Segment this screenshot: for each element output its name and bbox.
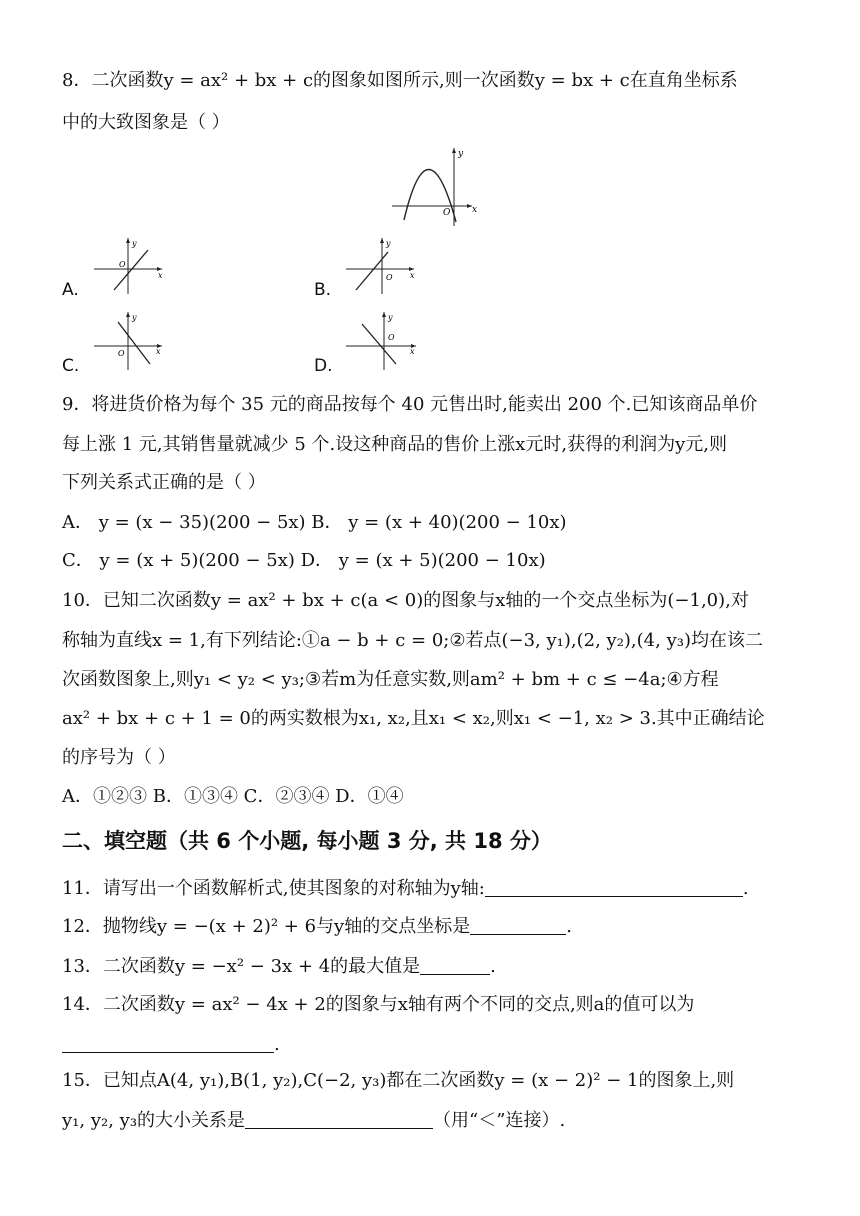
q8-line-1: 8．二次函数y = ax² + bx + c的图象如图所示,则一次函数y = bx + c在直角坐标系 bbox=[62, 70, 738, 91]
svg-text:x: x bbox=[410, 347, 415, 356]
q12-answer-blank[interactable] bbox=[470, 916, 566, 935]
q11-answer-blank[interactable] bbox=[485, 878, 743, 897]
q11-line: 11．请写出一个函数解析式,使其图象的对称轴为y轴: . bbox=[62, 878, 749, 899]
q11-text: 11．请写出一个函数解析式,使其图象的对称轴为y轴: bbox=[62, 878, 485, 899]
q8-option-b-graph[interactable] bbox=[344, 236, 418, 296]
q10-line-3: 次函数图象上,则y₁ < y₂ < y₃;③若m为任意实数,则am² + bm + c ≤ −4a;④方程 bbox=[62, 669, 719, 690]
q8-option-a-label[interactable]: A. bbox=[62, 280, 79, 300]
q15-answer-blank[interactable] bbox=[245, 1110, 433, 1129]
origin-label: O bbox=[443, 208, 451, 218]
q15-text: y₁, y₂, y₃的大小关系是 bbox=[62, 1110, 246, 1131]
q13-answer-blank[interactable] bbox=[420, 956, 490, 975]
svg-text:y: y bbox=[386, 239, 391, 248]
svg-text:y: y bbox=[388, 313, 393, 322]
svg-text:O: O bbox=[388, 333, 395, 342]
q8-option-d-graph[interactable] bbox=[344, 310, 420, 372]
svg-text:x: x bbox=[158, 271, 163, 280]
svg-text:O: O bbox=[119, 260, 126, 269]
svg-text:O: O bbox=[118, 349, 125, 358]
q14-line-2: . bbox=[62, 1032, 280, 1058]
q12-line: 12．抛物线y = −(x + 2)² + 6与y轴的交点坐标是 . bbox=[62, 916, 572, 937]
q10-line-1: 10．已知二次函数y = ax² + bx + c(a < 0)的图象与x轴的一个交点坐标为(−1,0),对 bbox=[62, 590, 749, 611]
q15-line-2: y₁, y₂, y₃的大小关系是 （用“＜”连接）. bbox=[62, 1110, 566, 1131]
q14-answer-blank[interactable] bbox=[62, 1034, 274, 1053]
axis-label-y: y bbox=[458, 149, 464, 159]
q9-options-ab: A． y = (x − 35)(200 − 5x) B． y = (x + 40)(200 − 10x) bbox=[62, 512, 567, 533]
q10-line-5: 的序号为（ ） bbox=[62, 747, 176, 768]
q8-option-c-label[interactable]: C. bbox=[62, 356, 80, 376]
q8-line-2: 中的大致图象是（ ） bbox=[62, 112, 230, 133]
q12-text: 12．抛物线y = −(x + 2)² + 6与y轴的交点坐标是 bbox=[62, 916, 471, 937]
q10-options: A．①②③ B．①③④ C．②③④ D．①④ bbox=[62, 786, 404, 807]
q9-line-3: 下列关系式正确的是（ ） bbox=[62, 472, 266, 493]
q8-option-c-graph[interactable] bbox=[92, 310, 166, 372]
q15-line-1: 15．已知点A(4, y₁),B(1, y₂),C(−2, y₃)都在二次函数y = (x − 2)² − 1的图象上,则 bbox=[62, 1070, 735, 1091]
q8-option-d-label[interactable]: D. bbox=[314, 356, 333, 376]
svg-text:y: y bbox=[132, 313, 137, 322]
q8-parabola-figure bbox=[388, 146, 478, 230]
q14-line-1: 14．二次函数y = ax² − 4x + 2的图象与x轴有两个不同的交点,则a的值可以为 bbox=[62, 994, 695, 1015]
svg-text:x: x bbox=[156, 347, 161, 356]
q9-line-1: 9．将进货价格为每个 35 元的商品按每个 40 元售出时,能卖出 200 个.已知该商品单价 bbox=[62, 394, 758, 415]
q13-line: 13．二次函数y = −x² − 3x + 4的最大值是 . bbox=[62, 956, 496, 977]
svg-text:y: y bbox=[132, 239, 137, 248]
q10-line-2: 称轴为直线x = 1,有下列结论:①a − b + c = 0;②若点(−3, y₁),(2, y₂),(4, y₃)均在该二 bbox=[62, 630, 763, 651]
q9-line-2: 每上涨 1 元,其销售量就减少 5 个.设这种商品的售价上涨x元时,获得的利润为y元,则 bbox=[62, 434, 727, 455]
axis-label-x: x bbox=[472, 205, 478, 215]
q8-option-a-graph[interactable] bbox=[92, 236, 166, 296]
section-2-heading: 二、填空题（共 6 个小题, 每小题 3 分, 共 18 分） bbox=[62, 829, 552, 853]
q9-options-cd: C． y = (x + 5)(200 − 5x) D． y = (x + 5)(200 − 10x) bbox=[62, 550, 546, 571]
q8-option-b-label[interactable]: B. bbox=[314, 280, 332, 300]
svg-text:O: O bbox=[386, 273, 393, 282]
svg-text:x: x bbox=[410, 271, 415, 280]
q13-text: 13．二次函数y = −x² − 3x + 4的最大值是 bbox=[62, 956, 421, 977]
q10-line-4: ax² + bx + c + 1 = 0的两实数根为x₁, x₂,且x₁ < x₂,则x₁ < −1, x₂ > 3.其中正确结论 bbox=[62, 708, 765, 729]
